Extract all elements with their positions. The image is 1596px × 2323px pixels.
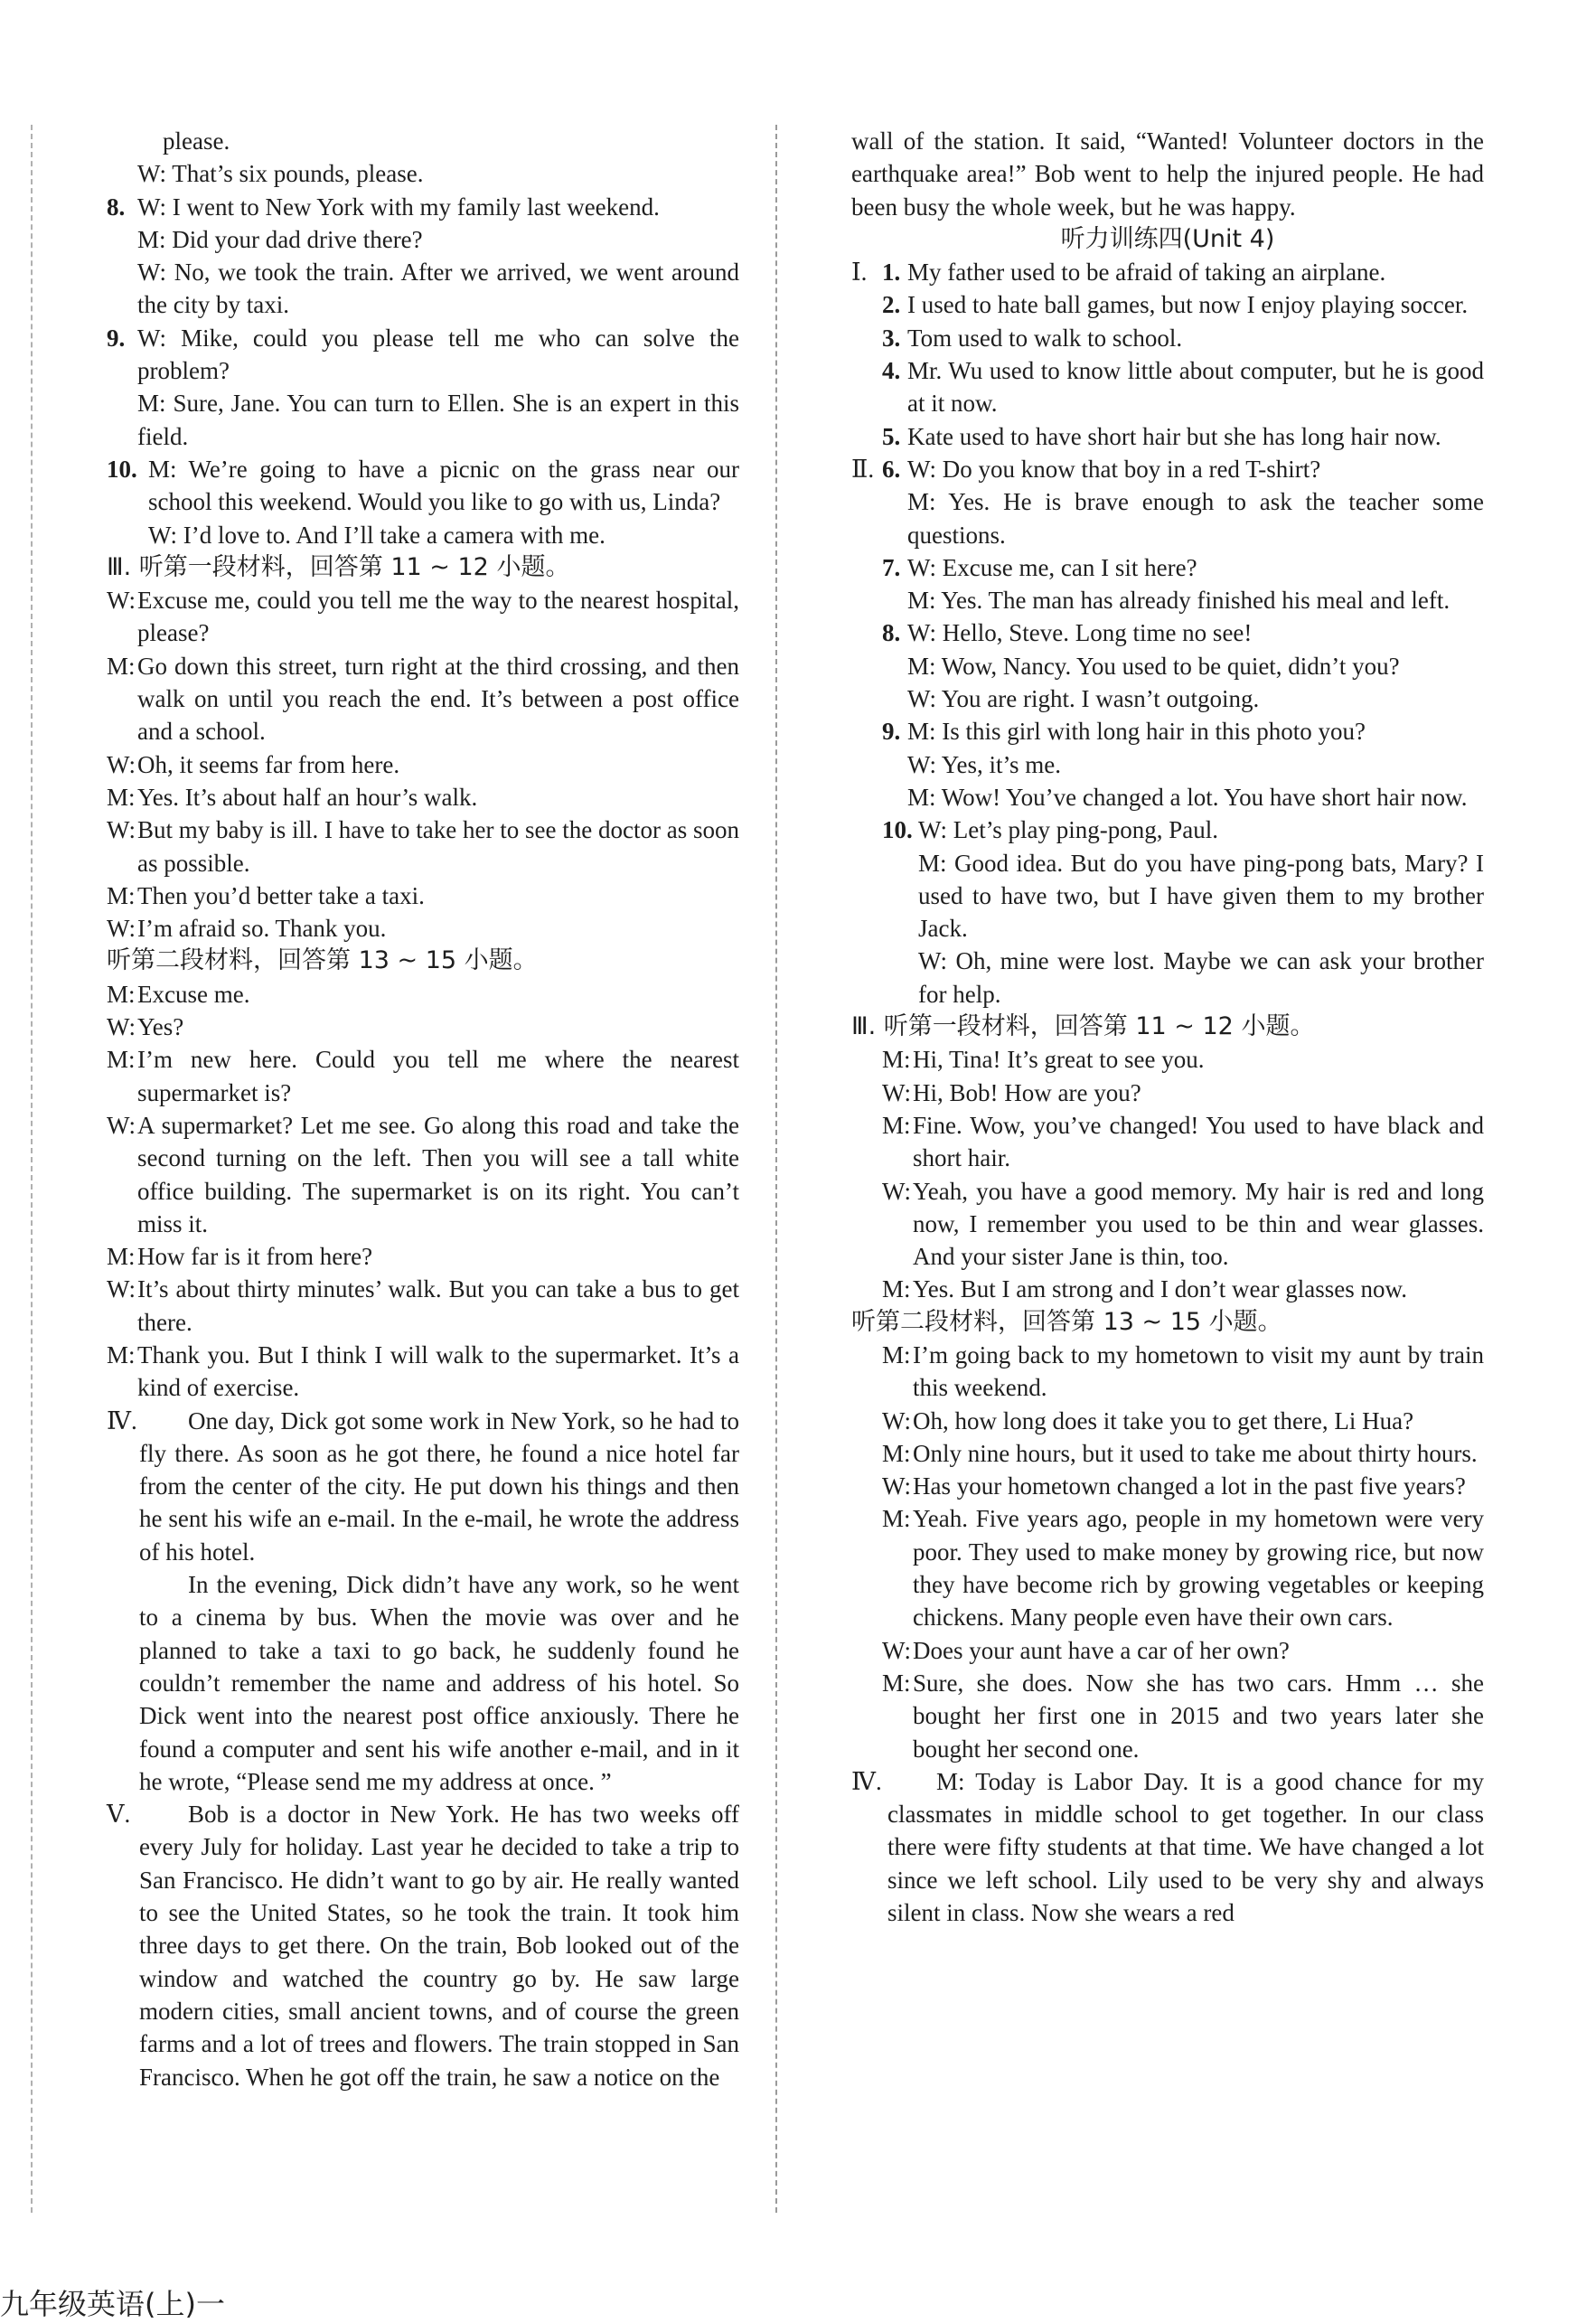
question-number: 4. (882, 357, 901, 385)
speaker-line: W: I went to New York with my family last weekend. (137, 193, 660, 221)
speaker-text: Oh, it seems far from here. (137, 750, 400, 778)
section-label: Ⅰ. (851, 259, 868, 287)
speaker-label: M: (882, 1275, 911, 1303)
speaker-text: I’m afraid so. Thank you. (137, 915, 387, 943)
unit-title: 听力训练四(Unit 4) (1060, 224, 1275, 253)
section-3-heading: Ⅲ. 听第一段材料，回答第 11 ~ 12 小题。 (107, 552, 570, 581)
question-9 (107, 322, 739, 388)
text-line: please. (163, 127, 230, 155)
speaker-label: W: (882, 1472, 911, 1500)
speaker-label: W: (107, 1275, 136, 1303)
dialogue-line (107, 781, 739, 814)
question-number: 6. (882, 455, 901, 483)
speaker-text: Fine. Wow, you’ve changed! You used to have black and short hair. (913, 1111, 1484, 1172)
sentence-text: I used to hate ball games, but now I enjoy playing soccer. (907, 291, 1469, 319)
speaker-label: M: (882, 1111, 911, 1139)
dialogue-line (882, 1502, 1484, 1633)
question-number: 3. (882, 324, 901, 352)
passage-paragraph: One day, Dick got some work in New York, so he had to fly there. As soon as he got there, he found a nice hotel far from the center of the city. He put down his things and then he sent his wife an e-mail. In the e-mail, he wrote the address of his hotel. (139, 1406, 739, 1566)
section-5 (107, 1798, 739, 2093)
speaker-line: M: Sure, Jane. You can turn to Ellen. She is an expert in this field. (137, 390, 739, 450)
dialogue-line (107, 814, 739, 879)
dialogue-line (882, 1339, 1484, 1405)
speaker-text: Hi, Bob! How are you? (913, 1078, 1141, 1106)
speaker-label: W: (882, 1636, 911, 1664)
speaker-text: Hi, Tina! It’s great to see you. (913, 1046, 1205, 1074)
sentence-item (882, 354, 1484, 420)
sentence-item (882, 256, 1484, 288)
speaker-line: M: We’re going to have a picnic on the grass near our school this weekend. Would you like to go with us, Linda? (148, 455, 739, 516)
speaker-text: Yeah. Five years ago, people in my hometown were very poor. They used to make money by growing rice, but now they have become rich by growing vegetables or keeping chickens. Many people even have their own cars. (913, 1505, 1484, 1632)
question-6 (882, 453, 1484, 485)
speaker-label: W: (107, 1111, 136, 1139)
question-number: 5. (882, 422, 901, 450)
dialogue-line (107, 748, 739, 781)
speaker-text: Yes. But I am strong and I don’t wear glasses now. (913, 1275, 1407, 1303)
sentence-item (882, 288, 1484, 321)
dialogue-line (107, 879, 739, 912)
dialogue-line (882, 1043, 1484, 1076)
speaker-label: M: (107, 652, 136, 680)
speaker-line: W: Do you know that boy in a red T-shirt? (907, 455, 1321, 483)
speaker-text: Go down this street, turn right at the third crossing, and then walk on until you reach the end. It’s between a post office and a school. (137, 652, 739, 746)
dialogue-2 (107, 978, 739, 1405)
passage-paragraph: M: Today is Labor Day. It is a good chance for my classmates in middle school to get together. In our class there were fifty students at that time. We have changed a lot since we left school. Lily used to be very shy and always silent in class. Now she wears a red (887, 1767, 1484, 1927)
speaker-label: W: (882, 1406, 911, 1434)
question-number: 10. (107, 455, 137, 483)
question-10 (882, 814, 1484, 846)
speaker-text: Excuse me. (137, 980, 250, 1008)
section-label: Ⅳ. (107, 1406, 137, 1434)
speaker-text: Sure, she does. Now she has two cars. Hmm … she bought her first one in 2015 and two years later she bought her second one. (913, 1669, 1484, 1763)
speaker-label: W: (882, 1177, 911, 1205)
dialogue-line (882, 1273, 1484, 1305)
dialogue-line (107, 1339, 739, 1405)
speaker-text: Yeah, you have a good memory. My hair is red and long now, I remember you used to be thin and wear glasses. And your sister Jane is thin, too. (913, 1177, 1484, 1271)
dialogue-line (882, 1470, 1484, 1502)
speaker-text: Oh, how long does it take you to get there, Li Hua? (913, 1406, 1414, 1434)
speaker-line: M: Good idea. But do you have ping-pong bats, Mary? I used to have two, but I have given them to my brother Jack. (918, 849, 1484, 943)
section-label: Ⅱ. (851, 455, 875, 483)
dialogue-line (882, 1437, 1484, 1470)
section-3b-heading: 听第二段材料，回答第 13 ~ 15 小题。 (851, 1307, 1282, 1336)
speaker-label: M: (107, 1243, 136, 1271)
question-number: 9. (882, 718, 901, 746)
speaker-label: M: (882, 1439, 911, 1467)
speaker-text: How far is it from here? (137, 1243, 373, 1271)
right-column (851, 125, 1484, 1929)
dialogue-line (107, 1043, 739, 1109)
speaker-label: M: (107, 1046, 136, 1074)
speaker-label: W: (107, 750, 136, 778)
dialogue-2 (851, 1339, 1484, 1765)
speaker-line: W: I’d love to. And I’ll take a camera with me. (148, 521, 606, 549)
question-number: 2. (882, 291, 901, 319)
dialogue-line (107, 584, 739, 650)
speaker-line: M: Yes. He is brave enough to ask the teacher some questions. (907, 488, 1484, 549)
speaker-line: W: No, we took the train. After we arrived, we went around the city by taxi. (137, 259, 739, 319)
sentence-list (882, 256, 1484, 453)
dialogue-1 (851, 1043, 1484, 1305)
sentence-text: Mr. Wu used to know little about computer, but he is good at it now. (907, 357, 1484, 418)
speaker-line: W: Yes, it’s me. (907, 750, 1062, 778)
page-footer: 九年级英语(上)一 (0, 2287, 225, 2321)
passage-continuation: wall of the station. It said, “Wanted! Volunteer doctors in the earthquake area!” Bob went to help the injured people. He had been busy the whole week, but he was happy. (851, 127, 1484, 221)
speaker-line: W: You are right. I wasn’t outgoing. (907, 685, 1260, 713)
speaker-label: M: (107, 1340, 136, 1368)
passage-paragraph: Bob is a doctor in New York. He has two weeks off every July for holiday. Last year he decided to take a trip to San Francisco. He didn’t want to go by air. He really wanted to see the United States, so he took the train. It took him three days to get there. On the train, Bob looked out of the window and watched the country go by. He saw large modern cities, small ancient towns, and of course the green farms and a lot of trees and flowers. The train stopped in San Francisco. When he got off the train, he saw a notice on the (139, 1801, 739, 2091)
dialogue-line (107, 1240, 739, 1273)
column-divider (775, 125, 777, 2213)
dialogue-line (107, 912, 739, 945)
speaker-text: Does your aunt have a car of her own? (913, 1636, 1290, 1664)
speaker-text: Yes? (137, 1013, 184, 1041)
speaker-label: M: (882, 1046, 911, 1074)
dialogue-line (882, 1634, 1484, 1667)
speaker-label: W: (107, 915, 136, 943)
speaker-text: Only nine hours, but it used to take me about thirty hours. (913, 1439, 1478, 1467)
question-9 (882, 715, 1484, 748)
page-edge-line (31, 125, 33, 2213)
question-7 (882, 551, 1484, 584)
speaker-text: Yes. It’s about half an hour’s walk. (137, 783, 478, 811)
speaker-text: It’s about thirty minutes’ walk. But you can take a bus to get there. (137, 1275, 739, 1336)
question-number: 9. (107, 324, 126, 352)
text-line: W: That’s six pounds, please. (137, 160, 424, 188)
sentence-text: My father used to be afraid of taking an airplane. (907, 259, 1386, 287)
section-2 (851, 453, 1484, 1011)
speaker-line: W: Let’s play ping-pong, Paul. (918, 816, 1218, 844)
question-number: 8. (882, 619, 901, 647)
speaker-label: M: (107, 881, 136, 909)
section-label: Ⅴ. (107, 1801, 131, 1829)
speaker-line: W: Mike, could you please tell me who can solve the problem? (137, 324, 739, 385)
left-column (107, 125, 739, 2093)
dialogue-line (107, 978, 739, 1011)
section-4 (107, 1405, 739, 1799)
speaker-text: Excuse me, could you tell me the way to the nearest hospital, please? (137, 587, 739, 647)
speaker-text: Thank you. But I think I will walk to the supermarket. It’s a kind of exercise. (137, 1340, 739, 1402)
passage-paragraph: In the evening, Dick didn’t have any work, so he went to a cinema by bus. When the movie was over and he planned to take a taxi to go back, he suddenly found he couldn’t remember the name and address of his hotel. So Dick went into the nearest post office anxiously. There he found a computer and sent his wife another e-mail, and in it he wrote, “Please send me my address at once. ” (139, 1571, 739, 1795)
question-8 (107, 191, 739, 223)
speaker-label: W: (107, 816, 136, 844)
speaker-line: M: Wow, Nancy. You used to be quiet, didn’t you? (907, 652, 1400, 680)
speaker-text: A supermarket? Let me see. Go along this road and take the second turning on the left. Then you will see a tall white office building. The supermarket is on its right. You can’t miss it. (137, 1111, 739, 1237)
speaker-label: M: (882, 1669, 911, 1697)
question-number: 1. (882, 259, 901, 287)
speaker-text: Has your hometown changed a lot in the past five years? (913, 1472, 1466, 1500)
speaker-line: M: Is this girl with long hair in this photo you? (907, 718, 1366, 746)
speaker-label: M: (882, 1505, 911, 1533)
dialogue-line (882, 1109, 1484, 1175)
sentence-text: Kate used to have short hair but she has long hair now. (907, 422, 1441, 450)
section-4 (851, 1765, 1484, 1929)
speaker-line: M: Yes. The man has already finished his meal and left. (907, 587, 1450, 615)
sentence-item (882, 420, 1484, 453)
speaker-line: M: Wow! You’ve changed a lot. You have short hair now. (907, 783, 1468, 811)
speaker-label: M: (107, 980, 136, 1008)
speaker-line: W: Oh, mine were lost. Maybe we can ask your brother for help. (918, 947, 1484, 1008)
speaker-label: M: (107, 783, 136, 811)
speaker-label: W: (107, 587, 136, 615)
question-8 (882, 616, 1484, 649)
dialogue-line (107, 1011, 739, 1043)
speaker-text: I’m going back to my hometown to visit my aunt by train this weekend. (913, 1340, 1484, 1402)
sentence-text: Tom used to walk to school. (907, 324, 1183, 352)
speaker-text: I’m new here. Could you tell me where the nearest supermarket is? (137, 1046, 739, 1106)
question-10 (107, 453, 739, 519)
dialogue-line (107, 650, 739, 748)
speaker-label: M: (882, 1340, 911, 1368)
section-label: Ⅳ. (851, 1767, 882, 1795)
section-3-heading: Ⅲ. 听第一段材料，回答第 11 ~ 12 小题。 (851, 1012, 1315, 1041)
dialogue-line (107, 1273, 739, 1339)
question-number: 7. (882, 553, 901, 581)
question-number: 8. (107, 193, 126, 221)
section-1 (851, 256, 1484, 453)
question-number: 10. (882, 816, 913, 844)
speaker-line: W: Excuse me, can I sit here? (907, 553, 1197, 581)
dialogue-line (882, 1077, 1484, 1109)
dialogue-line (882, 1175, 1484, 1274)
speaker-line: W: Hello, Steve. Long time no see! (907, 619, 1253, 647)
dialogue-1 (107, 584, 739, 945)
speaker-text: But my baby is ill. I have to take her to see the doctor as soon as possible. (137, 816, 739, 877)
sentence-item (882, 322, 1484, 354)
dialogue-line (882, 1405, 1484, 1437)
speaker-label: W: (107, 1013, 136, 1041)
speaker-line: M: Did your dad drive there? (137, 225, 423, 253)
section-3b-heading: 听第二段材料，回答第 13 ~ 15 小题。 (107, 946, 538, 975)
speaker-text: Then you’d better take a taxi. (137, 881, 425, 909)
dialogue-line (107, 1109, 739, 1240)
dialogue-line (882, 1667, 1484, 1765)
speaker-label: W: (882, 1078, 911, 1106)
